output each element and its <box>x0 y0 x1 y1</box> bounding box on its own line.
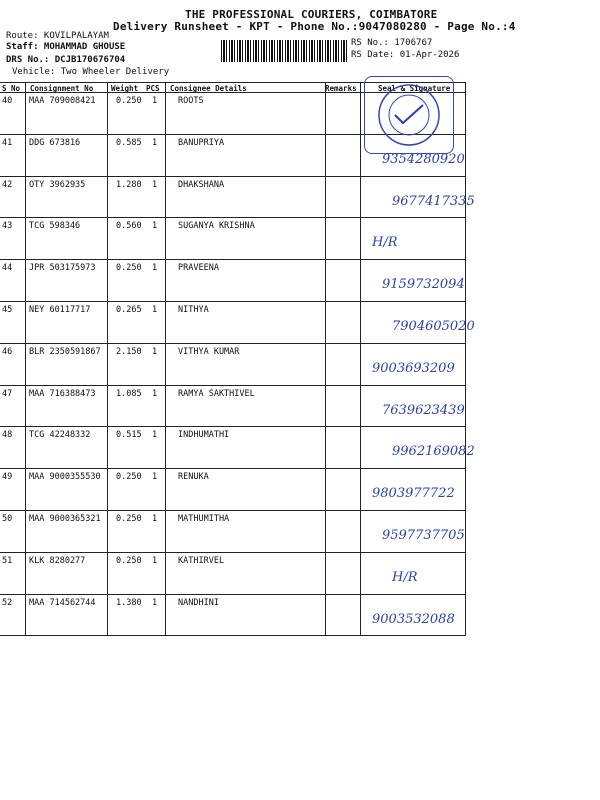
sno-cell: 52 <box>2 597 13 608</box>
route-label: Route: KOVILPALAYAM <box>6 31 109 41</box>
weight-cell: 0.250 <box>116 514 142 524</box>
sno-cell: 41 <box>2 137 13 148</box>
consignment-cell: MAA 714562744 <box>29 597 96 608</box>
consignee-cell: ROOTS <box>178 96 204 106</box>
weight-cell: 0.250 <box>116 263 142 274</box>
handwritten-signature: 7639623439 <box>382 402 465 418</box>
handwritten-signature: 9354280920 <box>382 151 465 167</box>
row-divider <box>0 552 466 553</box>
pcs-cell: 1 <box>152 555 158 566</box>
sno-cell: 48 <box>2 430 13 441</box>
rs-date: RS Date: 01-Apr-2026 <box>351 50 460 60</box>
header-consignee: Consignee Details <box>170 84 247 93</box>
pcs-cell: 1 <box>152 305 158 315</box>
pcs-cell: 1 <box>152 137 158 148</box>
sno-cell: 40 <box>2 96 13 106</box>
staff-label: Staff: MOHAMMAD GHOUSE <box>6 42 126 52</box>
consignee-cell: RENUKA <box>178 472 209 483</box>
handwritten-signature: 9159732094 <box>382 277 465 293</box>
weight-cell: 2.150 <box>116 346 142 357</box>
weight-cell: 0.250 <box>116 96 142 106</box>
header-sno: S No <box>2 84 21 93</box>
handwritten-signature: 9962169082 <box>392 444 475 460</box>
header-pcs: PCS <box>146 84 160 93</box>
row-divider <box>0 217 466 218</box>
pcs-cell: 1 <box>152 221 158 232</box>
consignee-cell: KATHIRVEL <box>178 555 225 566</box>
pcs-cell: 1 <box>152 597 158 608</box>
consignment-cell: TCG 598346 <box>29 221 81 232</box>
consignee-cell: SUGANYA KRISHNA <box>178 221 255 232</box>
row-divider <box>0 301 466 302</box>
sno-cell: 44 <box>2 263 13 274</box>
weight-cell: 1.280 <box>116 179 142 190</box>
row-divider <box>0 510 466 511</box>
rs-number: RS No.: 1706767 <box>351 38 433 48</box>
consignee-cell: NITHYA <box>178 305 209 315</box>
weight-cell: 1.380 <box>116 597 142 608</box>
pcs-cell: 1 <box>152 472 158 483</box>
consignment-cell: MAA 9000355530 <box>29 472 101 483</box>
header-consignment: Consignment No <box>30 84 94 93</box>
pcs-cell: 1 <box>152 514 158 524</box>
consignment-cell: JPR 503175973 <box>29 263 96 274</box>
weight-cell: 0.250 <box>116 555 142 566</box>
handwritten-signature: H/R <box>392 569 418 585</box>
pcs-cell: 1 <box>152 179 158 190</box>
handwritten-signature: H/R <box>372 235 398 251</box>
company-seal-stamp <box>364 76 454 154</box>
pcs-cell: 1 <box>152 430 158 441</box>
sno-cell: 47 <box>2 388 13 399</box>
handwritten-signature: 9003532088 <box>372 611 455 627</box>
handwritten-signature: 7904605020 <box>392 319 475 334</box>
handwritten-signature: 9597737705 <box>382 528 465 543</box>
row-divider <box>0 468 466 469</box>
row-divider <box>0 176 466 177</box>
sno-cell: 46 <box>2 346 13 357</box>
consignee-cell: BANUPRIYA <box>178 137 225 148</box>
row-divider <box>0 259 466 260</box>
weight-cell: 0.265 <box>116 305 142 315</box>
handwritten-signature: 9003693209 <box>372 360 455 376</box>
consignment-cell: DDG 673816 <box>29 137 81 148</box>
consignee-cell: DHAKSHANA <box>178 179 225 190</box>
consignment-cell: MAA 9000365321 <box>29 514 101 524</box>
consignee-cell: NANDHINI <box>178 597 219 608</box>
weight-cell: 0.515 <box>116 430 142 441</box>
consignment-cell: BLR 2350591867 <box>29 346 101 357</box>
consignee-cell: VITHYA KUMAR <box>178 346 240 357</box>
pcs-cell: 1 <box>152 346 158 357</box>
consignment-cell: MAA 716388473 <box>29 388 96 399</box>
vehicle-label: Vehicle: Two Wheeler Delivery <box>12 67 170 77</box>
sno-cell: 50 <box>2 514 13 524</box>
consignee-cell: PRAVEENA <box>178 263 219 274</box>
weight-cell: 0.250 <box>116 472 142 483</box>
row-divider <box>0 594 466 595</box>
handwritten-signature: 9803977722 <box>372 486 455 502</box>
sno-cell: 42 <box>2 179 13 190</box>
row-divider <box>0 426 466 427</box>
runsheet-title: Delivery Runsheet - KPT - Phone No.:9047080280 - Page No.:4 <box>113 20 516 33</box>
drs-label: DRS No.: DCJB170676704 <box>6 55 126 65</box>
sno-cell: 51 <box>2 555 13 566</box>
row-divider <box>0 343 466 344</box>
row-divider <box>0 385 466 386</box>
pcs-cell: 1 <box>152 388 158 399</box>
sno-cell: 49 <box>2 472 13 483</box>
handwritten-signature: 9677417335 <box>392 193 475 209</box>
pcs-cell: 1 <box>152 96 158 106</box>
company-title: THE PROFESSIONAL COURIERS, COIMBATORE <box>185 8 438 21</box>
header-seal: Seal & Signature <box>378 84 451 93</box>
consignment-cell: MAA 709008421 <box>29 96 96 106</box>
weight-cell: 0.585 <box>116 137 142 148</box>
consignment-cell: OTY 3962935 <box>29 179 86 190</box>
barcode-image <box>221 40 347 62</box>
header-remarks: Remarks <box>325 84 357 93</box>
weight-cell: 0.560 <box>116 221 142 232</box>
pcs-cell: 1 <box>152 263 158 274</box>
sno-cell: 43 <box>2 221 13 232</box>
consignee-cell: RAMYA SAKTHIVEL <box>178 388 255 399</box>
sno-cell: 45 <box>2 305 13 315</box>
table-bottom-border <box>0 635 466 636</box>
header-weight: Weight <box>111 84 139 93</box>
consignee-cell: INDHUMATHI <box>178 430 230 441</box>
consignee-cell: MATHUMITHA <box>178 514 230 524</box>
consignment-cell: TCG 42248332 <box>29 430 91 441</box>
weight-cell: 1.085 <box>116 388 142 399</box>
consignment-cell: KLK 8280277 <box>29 555 86 566</box>
consignment-cell: NEY 60117717 <box>29 305 91 315</box>
